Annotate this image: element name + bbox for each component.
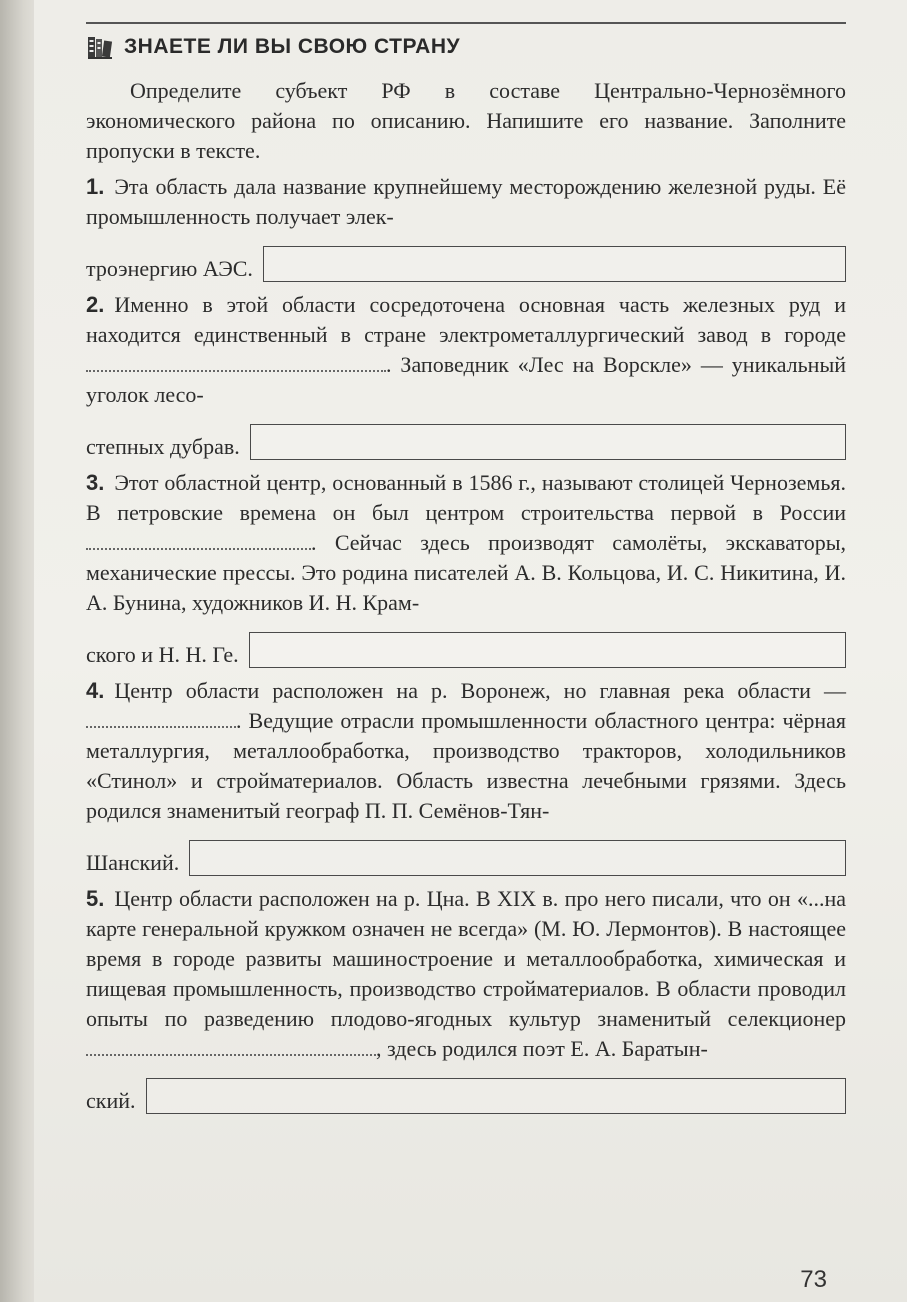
question-1 [86, 172, 846, 232]
answer-row-2 [86, 424, 846, 462]
question-tail: степных дубрав. [86, 434, 240, 459]
question-tail: троэнергию АЭС. [86, 256, 253, 281]
fill-in-blank-3[interactable] [86, 528, 311, 550]
answer-row-4 [86, 840, 846, 878]
question-number: 4. [86, 678, 105, 703]
answer-box-2[interactable] [250, 424, 846, 460]
answer-box-1[interactable] [263, 246, 846, 282]
task-instructions: Определите субъект РФ в составе Центрально-Чернозёмного экономического района по описанию. Напишите его название. Заполните пропуски в тексте. [86, 78, 846, 163]
question-number: 2. [86, 292, 105, 317]
answer-row-5 [86, 1078, 846, 1116]
answer-row-1 [86, 246, 846, 284]
question-5 [86, 884, 846, 1064]
answer-row-3 [86, 632, 846, 670]
question-text-cont: . Сейчас здесь производят самолёты, экскаваторы, механические прессы. Это родина писателей А. В. Кольцова, И. С. Никитина, И. А. Бунина, художников И. Н. Крам- [86, 530, 846, 615]
question-text-cont: . Ведущие отрасли промышленности областного центра: чёрная металлургия, металлообработка, производство тракторов, холодильников «Стинол» и стройматериалов. Область известна лечебными грязями. Здесь родился знаменитый географ П. П. Семёнов-Тян- [86, 708, 846, 823]
section-header [86, 22, 846, 62]
fill-in-blank-2[interactable] [86, 350, 386, 372]
question-text-cont: , здесь родился поэт Е. А. Баратын- [376, 1036, 708, 1061]
section-title: ЗНАЕТЕ ЛИ ВЫ СВОЮ СТРАНУ [124, 35, 461, 58]
question-text: Этот областной центр, основанный в 1586 г., называют столицей Черноземья. В петровские времена он был центром строительства первой в России [86, 470, 846, 525]
page-number: 73 [800, 1266, 827, 1293]
question-2 [86, 290, 846, 410]
fill-in-blank-4[interactable] [86, 706, 236, 728]
question-number: 5. [86, 886, 105, 911]
question-4 [86, 676, 846, 826]
fill-in-blank-5[interactable] [86, 1034, 376, 1056]
question-3 [86, 468, 846, 618]
question-number: 1. [86, 174, 105, 199]
answer-box-5[interactable] [146, 1078, 847, 1114]
page-content [86, 22, 846, 1116]
question-text: Именно в этой области сосредоточена основная часть железных руд и находится единственный в стране электрометаллургический завод в городе [86, 292, 846, 347]
question-text: Центр области расположен на р. Воронеж, но главная река области — [114, 678, 846, 703]
question-text: Центр области расположен на р. Цна. В XIX в. про него писали, что он «...на карте генеральной кружком означен не всегда» (М. Ю. Лермонтов). В настоящее время в городе развиты машиностроение и металлообработка, химическая и пищевая промышленность, производство стройматериалов. В области проводил опыты по разведению плодово-ягодных культур знаменитый селекционер [86, 886, 846, 1031]
answer-box-3[interactable] [249, 632, 846, 668]
question-text: Эта область дала название крупнейшему месторождению железной руды. Её промышленность получает элек- [86, 174, 846, 229]
question-number: 3. [86, 470, 105, 495]
book-stack-icon [86, 33, 114, 61]
question-tail: ский. [86, 1088, 136, 1113]
question-tail: Шанский. [86, 850, 180, 875]
textbook-page [34, 0, 907, 1302]
answer-box-4[interactable] [189, 840, 846, 876]
question-tail: ского и Н. Н. Ге. [86, 642, 239, 667]
question-text-cont: . Заповедник «Лес на Ворскле» — уникальный уголок лесо- [86, 352, 846, 407]
